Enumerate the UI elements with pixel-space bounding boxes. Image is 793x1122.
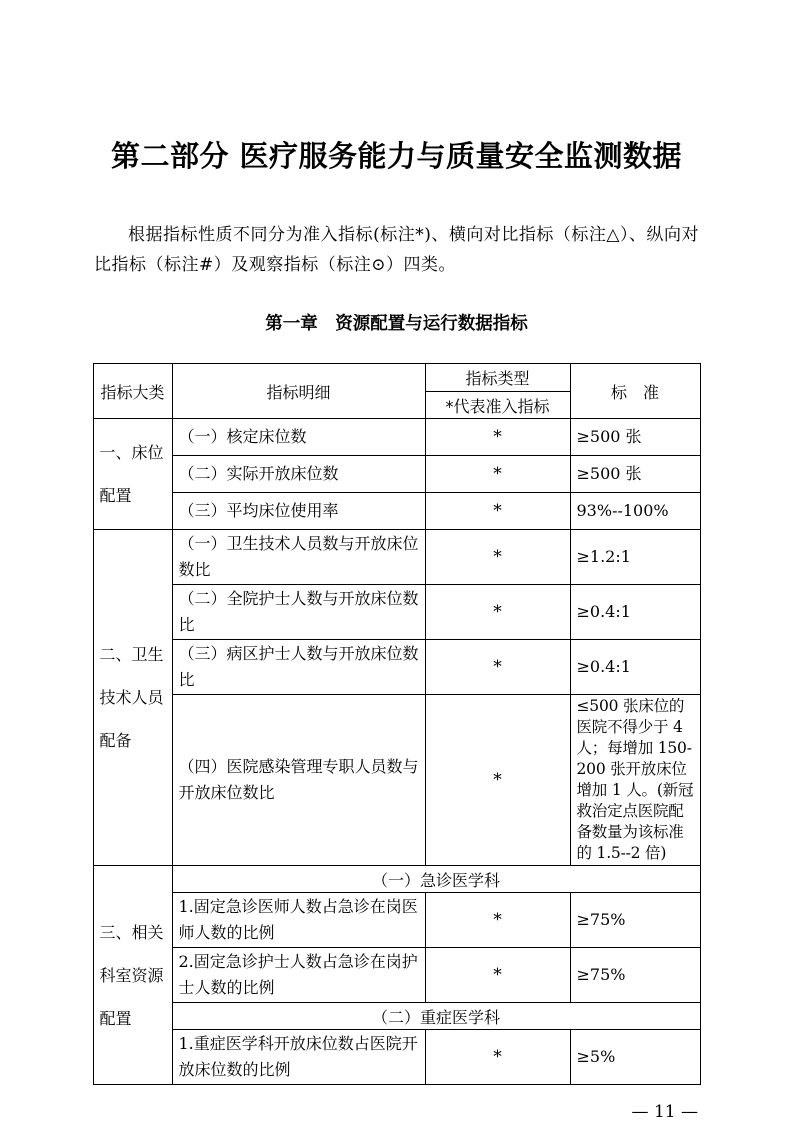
standard-cell: ≥75% (570, 893, 700, 948)
standard-cell: ≥0.4:1 (570, 585, 700, 640)
type-cell: * (425, 585, 570, 640)
type-cell: * (425, 640, 570, 695)
type-cell: * (425, 893, 570, 948)
header-type-title: 指标类型 (425, 364, 570, 392)
type-cell: * (425, 948, 570, 1003)
standard-cell: ≥0.4:1 (570, 640, 700, 695)
detail-cell: （四）医院感染管理专职人员数与开放床位数比 (172, 695, 425, 866)
intro-paragraph: 根据指标性质不同分为准入指标(标注*)、横向对比指标（标注△）、纵向对比指标（标注#）及观察指标（标注⊙）四类。 (94, 225, 699, 275)
header-standard: 标 准 (570, 364, 700, 419)
table-row (93, 1003, 700, 1030)
header-category: 指标大类 (93, 364, 172, 419)
type-cell: * (425, 695, 570, 866)
indicators-table (93, 363, 701, 1085)
category-cell-beds: 一、床位配置 (93, 419, 172, 530)
category-cell-departments: 三、相关科室资源配置 (93, 866, 172, 1085)
detail-cell: 1.重症医学科开放床位数占医院开放床位数的比例 (172, 1030, 425, 1085)
standard-cell: ≥500 张 (570, 456, 700, 493)
type-cell: * (425, 1030, 570, 1085)
detail-cell: 1.固定急诊医师人数占急诊在岗医师人数的比例 (172, 893, 425, 948)
header-detail: 指标明细 (172, 364, 425, 419)
standard-cell: 93%--100% (570, 493, 700, 530)
standard-cell: ≥75% (570, 948, 700, 1003)
chapter-heading: 第一章 资源配置与运行数据指标 (265, 314, 528, 334)
standard-cell: ≥500 张 (570, 419, 700, 456)
subsection-header-emergency: （一）急诊医学科 (172, 866, 700, 893)
page-title: 第二部分 医疗服务能力与质量安全监测数据 (110, 139, 683, 173)
type-cell: * (425, 530, 570, 585)
standard-cell: ≥1.2:1 (570, 530, 700, 585)
detail-cell: （一）卫生技术人员数与开放床位数比 (172, 530, 425, 585)
page-number: — 11 — (631, 1102, 698, 1122)
detail-cell: （三）平均床位使用率 (172, 493, 425, 530)
standard-cell: ≥5% (570, 1030, 700, 1085)
table-row (93, 585, 700, 640)
table-row (93, 640, 700, 695)
detail-cell: （二）全院护士人数与开放床位数比 (172, 585, 425, 640)
type-cell: * (425, 456, 570, 493)
table-row (93, 456, 700, 493)
subsection-header-icu: （二）重症医学科 (172, 1003, 700, 1030)
detail-cell: （二）实际开放床位数 (172, 456, 425, 493)
table-row (93, 419, 700, 456)
table-row (93, 530, 700, 585)
standard-cell: ≤500 张床位的医院不得少于 4 人；每增加 150-200 张开放床位增加 1 人。(新冠救治定点医院配备数量为该标准的 1.5--2 倍) (570, 695, 700, 866)
detail-cell: （三）病区护士人数与开放床位数比 (172, 640, 425, 695)
table-row (93, 948, 700, 1003)
header-type-sub: *代表准入指标 (425, 392, 570, 419)
category-cell-personnel: 二、卫生技术人员配备 (93, 530, 172, 866)
table-row (93, 893, 700, 948)
table-header-row-1 (93, 364, 700, 392)
detail-cell: 2.固定急诊护士人数占急诊在岗护士人数的比例 (172, 948, 425, 1003)
table-row (93, 493, 700, 530)
table-row (93, 695, 700, 866)
type-cell: * (425, 419, 570, 456)
detail-cell: （一）核定床位数 (172, 419, 425, 456)
table-row (93, 866, 700, 893)
table-row (93, 1030, 700, 1085)
type-cell: * (425, 493, 570, 530)
